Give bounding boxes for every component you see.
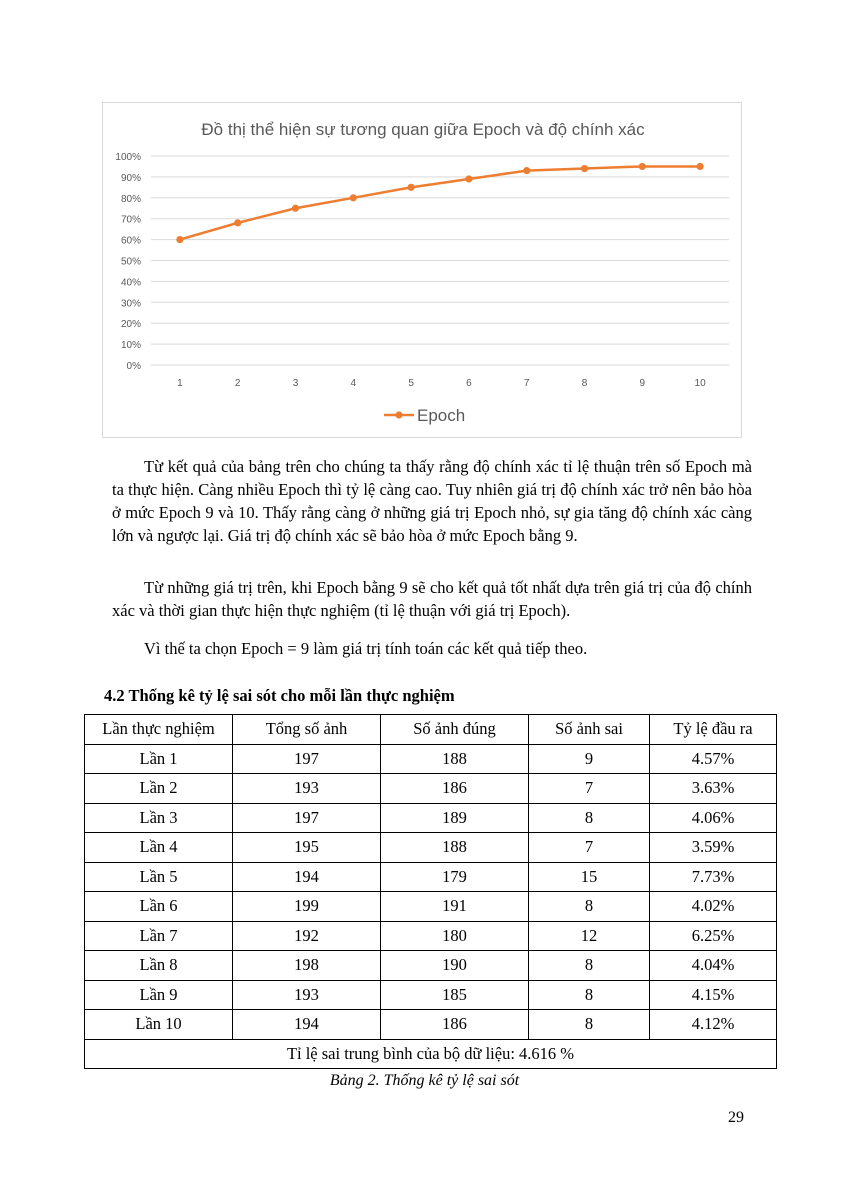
x-tick-label: 7	[523, 378, 530, 389]
table-row	[85, 951, 777, 981]
table-cell: 4.12%	[650, 1010, 777, 1040]
chart-canvas	[103, 103, 743, 439]
table-body	[85, 744, 777, 1039]
table-cell: 192	[233, 921, 381, 951]
table-cell: Lần 5	[85, 862, 233, 892]
paragraph-3-text: Vì thế ta chọn Epoch = 9 làm giá trị tính toán các kết quả tiếp theo.	[144, 639, 588, 658]
data-point	[523, 167, 530, 174]
paragraph-2-text: Từ những giá trị trên, khi Epoch bằng 9 sẽ cho kết quả tốt nhất dựa trên giá trị của độ chính xác và thời gian thực hiện thực nghiệm (tỉ lệ thuận với giá trị Epoch).	[112, 578, 752, 620]
x-tick-label: 2	[234, 378, 241, 389]
table-cell: Lần 3	[85, 803, 233, 833]
table-cell: 199	[233, 892, 381, 922]
table-row	[85, 833, 777, 863]
table-cell: Lần 7	[85, 921, 233, 951]
table-cell: 188	[381, 833, 529, 863]
table-cell: Lần 2	[85, 774, 233, 804]
table-cell: 190	[381, 951, 529, 981]
table-cell: 8	[529, 951, 650, 981]
table-cell: 195	[233, 833, 381, 863]
data-point	[176, 236, 183, 243]
header-cell: Số ảnh sai	[529, 715, 650, 745]
table-cell: 4.06%	[650, 803, 777, 833]
table-cell: 8	[529, 1010, 650, 1040]
table-row	[85, 744, 777, 774]
table-cell: 188	[381, 744, 529, 774]
page-number: 29	[728, 1109, 744, 1126]
table-cell: 197	[233, 744, 381, 774]
y-tick-label: 40%	[120, 277, 141, 289]
data-point	[234, 219, 241, 226]
table-cell: 12	[529, 921, 650, 951]
y-tick-label: 90%	[120, 172, 141, 184]
x-tick-label: 8	[581, 378, 588, 389]
series-line	[180, 166, 700, 239]
header-cell: Tổng số ảnh	[233, 715, 381, 745]
table-cell: Lần 9	[85, 980, 233, 1010]
x-tick-label: 6	[466, 378, 472, 389]
table-cell: 7.73%	[650, 862, 777, 892]
table-cell: 7	[529, 833, 650, 863]
table-row	[85, 892, 777, 922]
table-row	[85, 980, 777, 1010]
data-point	[465, 175, 472, 182]
data-point	[639, 163, 646, 170]
header-cell: Số ảnh đúng	[381, 715, 529, 745]
table-caption: Bảng 2. Thống kê tỷ lệ sai sót	[329, 1072, 520, 1089]
table-row	[85, 862, 777, 892]
chart-title: Đồ thị thể hiện sự tương quan giữa Epoch và độ chính xác	[201, 120, 645, 139]
y-tick-label: 100%	[115, 152, 141, 163]
x-tick-label: 10	[694, 378, 706, 389]
table-cell: 4.57%	[650, 744, 777, 774]
y-tick-label: 0%	[126, 361, 141, 372]
table-cell: 4.15%	[650, 980, 777, 1010]
table-cell: 4.04%	[650, 951, 777, 981]
table-cell: 198	[233, 951, 381, 981]
table-cell: 8	[529, 892, 650, 922]
data-point	[350, 194, 357, 201]
table-cell: 189	[381, 803, 529, 833]
table-header-row	[85, 715, 777, 745]
table-cell: Lần 10	[85, 1010, 233, 1040]
table-cell: 180	[381, 921, 529, 951]
data-point	[292, 205, 299, 212]
table-cell: 8	[529, 803, 650, 833]
table-row	[85, 921, 777, 951]
table-cell: Lần 1	[85, 744, 233, 774]
data-point	[408, 184, 415, 191]
x-tick-label: 9	[639, 378, 646, 389]
header-cell: Tỷ lệ đầu ra	[650, 715, 777, 745]
table-cell: 193	[233, 980, 381, 1010]
legend-marker	[395, 411, 402, 418]
y-tick-label: 20%	[120, 319, 141, 331]
y-tick-label: 10%	[120, 340, 141, 352]
table-cell: 194	[233, 1010, 381, 1040]
paragraph-2	[112, 576, 752, 622]
header-cell: Lần thực nghiệm	[85, 715, 233, 745]
table-row	[85, 1010, 777, 1040]
table-row	[85, 803, 777, 833]
accuracy-chart	[102, 102, 742, 438]
average-error-rate: Tỉ lệ sai trung bình của bộ dữ liệu: 4.616 %	[85, 1039, 777, 1069]
paragraph-3	[112, 637, 752, 660]
table-cell: 3.63%	[650, 774, 777, 804]
table-cell: 186	[381, 774, 529, 804]
y-tick-label: 50%	[120, 256, 141, 268]
table-cell: 186	[381, 1010, 529, 1040]
table-cell: 8	[529, 980, 650, 1010]
table-row	[85, 774, 777, 804]
y-tick-label: 80%	[120, 193, 141, 205]
table-cell: 7	[529, 774, 650, 804]
table-cell: Lần 6	[85, 892, 233, 922]
y-tick-label: 30%	[120, 298, 141, 310]
y-tick-label: 60%	[120, 235, 141, 247]
table-cell: 179	[381, 862, 529, 892]
error-rate-table	[84, 714, 777, 1069]
section-title: 4.2 Thống kê tỷ lệ sai sót cho mỗi lần thực nghiệm	[104, 686, 455, 705]
legend-label: Epoch	[417, 406, 466, 425]
data-point	[697, 163, 704, 170]
x-tick-label: 3	[292, 378, 299, 389]
table-cell: Lần 8	[85, 951, 233, 981]
x-tick-label: 4	[350, 378, 357, 389]
table-cell: 3.59%	[650, 833, 777, 863]
table-cell: Lần 4	[85, 833, 233, 863]
table-cell: 9	[529, 744, 650, 774]
paragraph-1-text: Từ kết quả của bảng trên cho chúng ta thấy rằng độ chính xác tỉ lệ thuận trên số Epoch mà ta thực hiện. Càng nhiều Epoch thì tỷ lệ càng cao. Tuy nhiên giá trị độ chính xác trở nên bảo hòa ở mức Epoch 9 và 10. Thấy rằng càng ở những giá trị Epoch nhỏ, sự gia tăng độ chính xác càng lớn và ngược lại. Giá trị độ chính xác sẽ bảo hòa ở mức Epoch bằng 9.	[112, 457, 752, 545]
data-point	[581, 165, 588, 172]
table-cell: 185	[381, 980, 529, 1010]
table-footer-row	[85, 1039, 777, 1069]
table-cell: 4.02%	[650, 892, 777, 922]
table-cell: 6.25%	[650, 921, 777, 951]
paragraph-1	[112, 455, 752, 547]
x-tick-label: 5	[408, 378, 414, 389]
y-tick-label: 70%	[120, 214, 141, 226]
x-tick-label: 1	[177, 378, 183, 389]
table-cell: 197	[233, 803, 381, 833]
table-cell: 194	[233, 862, 381, 892]
table-cell: 191	[381, 892, 529, 922]
table-cell: 15	[529, 862, 650, 892]
table-cell: 193	[233, 774, 381, 804]
